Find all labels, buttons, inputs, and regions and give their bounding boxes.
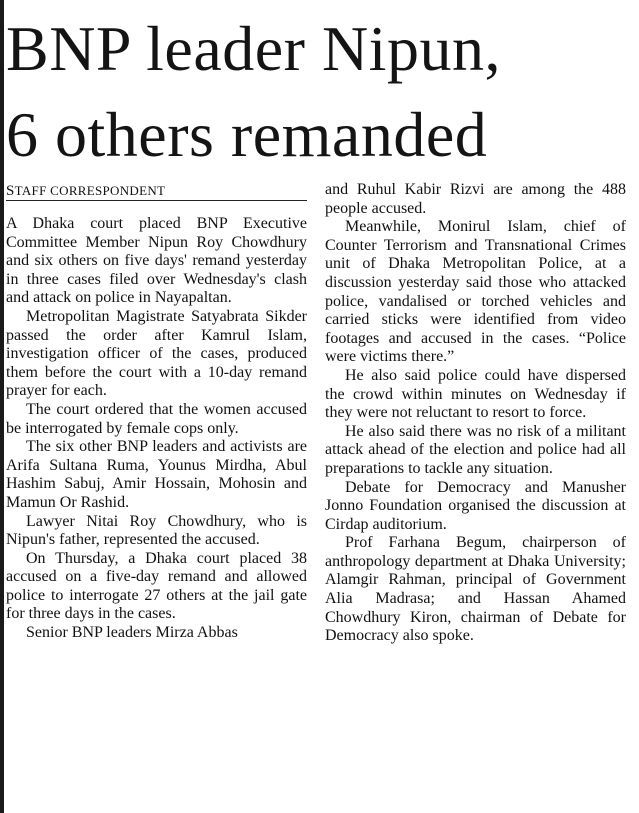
page-edge-rule xyxy=(0,0,4,813)
article-column-right xyxy=(325,181,626,646)
paragraph: and Ruhul Kabir Rizvi are among the 488 people accused. xyxy=(325,181,626,217)
paragraph: On Thursday, a Dhaka court placed 38 accused on a five-day remand and allowed police to interrogate 27 others at the jail gate for three days in the cases. xyxy=(6,549,307,623)
paragraph: He also said police could have dispersed the crowd within minutes on Wednesday if they were not reluctant to resort to force. xyxy=(325,366,626,422)
headline-line-2: 6 others remanded xyxy=(6,99,488,170)
paragraph: Metropolitan Magistrate Satyabrata Sikder passed the order after Kamrul Islam, investigation officer of the cases, produced them before the court with a 10-day remand prayer for each. xyxy=(6,307,307,400)
paragraph: The six other BNP leaders and activists are Arifa Sultana Ruma, Younus Mirdha, Abul Hashim Sabuj, Amir Hossain, Mohosin and Mamun Or Rashid. xyxy=(6,438,307,511)
paragraph: Meanwhile, Monirul Islam, chief of Counter Terrorism and Transnational Crimes unit of Dhaka Metropolitan Police, at a discussion yesterday said those who attacked police, vandalised or torched vehicles and carried sticks were identified from video footages and accused in the cases. “Police were victims there.” xyxy=(325,218,626,366)
article-headline xyxy=(6,6,636,178)
headline-line-1: BNP leader Nipun, xyxy=(6,13,501,84)
paragraph: Lawyer Nitai Roy Chowdhury, who is Nipun's father, represented the accused. xyxy=(6,512,307,549)
paragraph: Senior BNP leaders Mirza Abbas xyxy=(26,624,238,642)
paragraph: Debate for Democracy and Manusher Jonno Foundation organised the discussion at Cirdap auditorium. xyxy=(325,478,626,533)
paragraph: Prof Farhana Begum, chairperson of anthropology department at Dhaka University; Alamgir Rahman, principal of Government Alia Madrasa; and Hassan Ahamed Chowdhury Kiron, chairman of Debate for Democracy also spoke. xyxy=(325,534,626,645)
article-column-left xyxy=(6,181,307,643)
byline: STAFF CORRESPONDENT xyxy=(6,183,307,201)
paragraph: He also said there was no risk of a militant attack ahead of the election and police had all preparations to tackle any situation. xyxy=(325,422,626,477)
paragraph: The court ordered that the women accused be interrogated by female cops only. xyxy=(6,400,307,437)
paragraph: A Dhaka court placed BNP Executive Committee Member Nipun Roy Chowdhury and six others on five days' remand yesterday in three cases filed over Wednesday's clash and attack on police in Nayapaltan. xyxy=(6,215,307,307)
